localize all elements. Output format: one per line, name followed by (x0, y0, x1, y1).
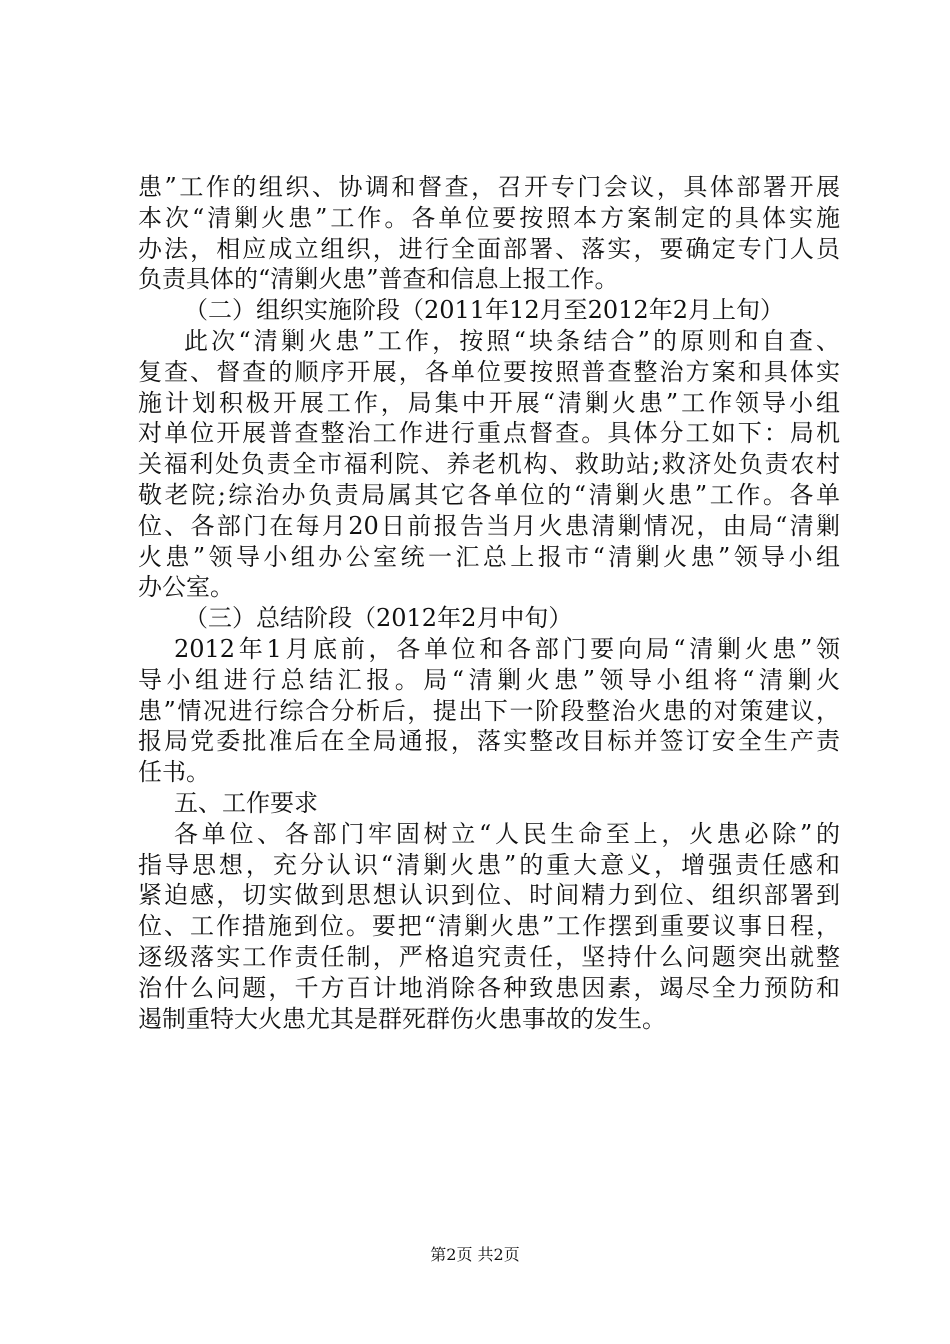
body-line-24: 紧迫感，切实做到思想认识到位、时间精力到位、组织部署到 (138, 881, 840, 910)
body-line-28: 遏制重特大火患尤其是群死群伤火患事故的发生。 (138, 1004, 666, 1033)
body-line-4: 负责具体的“清剿火患”普查和信息上报工作。 (138, 265, 619, 294)
body-line-8: 施计划积极开展工作，局集中开展“清剿火患”工作领导小组 (138, 388, 840, 417)
body-line-14: 办公室。 (138, 573, 234, 602)
section-heading-5: 五、工作要求 (174, 788, 318, 817)
body-line-10: 关福利处负责全市福利院、养老机构、救助站;救济处负责农村 (138, 450, 840, 479)
body-line-9: 对单位开展普查整治工作进行重点督查。具体分工如下：局机 (138, 419, 840, 448)
body-line-22: 各单位、各部门牢固树立“人民生命至上，火患必除”的 (174, 819, 840, 848)
body-line-2: 本次“清剿火患”工作。各单位要按照本方案制定的具体实施 (138, 203, 840, 232)
document-body (138, 172, 840, 1034)
body-line-18: 患”情况进行综合分析后，提出下一阶段整治火患的对策建议， (138, 696, 840, 725)
page-number-footer: 第2页 共2页 (430, 1245, 520, 1264)
body-line-27: 治什么问题，千方百计地消除各种致患因素，竭尽全力预防和 (138, 973, 840, 1002)
section-heading-2: （二）组织实施阶段（2011年12月至2012年2月上旬） (184, 296, 784, 325)
body-line-19: 报局党委批准后在全局通报，落实整改目标并签订安全生产责 (138, 727, 840, 756)
body-line-3: 办法，相应成立组织，进行全面部署、落实，要确定专门人员 (138, 234, 840, 263)
body-line-26: 逐级落实工作责任制，严格追究责任，坚持什么问题突出就整 (138, 942, 840, 971)
section-heading-3: （三）总结阶段（2012年2月中旬） (184, 604, 573, 633)
body-line-7: 复查、督查的顺序开展，各单位要按照普查整治方案和具体实 (138, 357, 840, 386)
body-line-23: 指导思想，充分认识“清剿火患”的重大意义，增强责任感和 (138, 850, 840, 879)
body-line-6: 此次“清剿火患”工作，按照“块条结合”的原则和自查、 (184, 326, 840, 355)
body-line-17: 导小组进行总结汇报。局“清剿火患”领导小组将“清剿火 (138, 665, 840, 694)
body-line-16: 2012年1月底前，各单位和各部门要向局“清剿火患”领 (174, 634, 840, 663)
body-line-11: 敬老院;综治办负责局属其它各单位的“清剿火患”工作。各单 (138, 480, 840, 509)
body-line-1: 患”工作的组织、协调和督查，召开专门会议，具体部署开展 (138, 173, 840, 201)
body-line-25: 位、工作措施到位。要把“清剿火患”工作摆到重要议事日程， (138, 912, 840, 941)
body-line-20: 任书。 (138, 758, 210, 787)
body-line-13: 火患”领导小组办公室统一汇总上报市“清剿火患”领导小组 (138, 542, 840, 571)
body-line-12: 位、各部门在每月20日前报告当月火患清剿情况，由局“清剿 (138, 511, 840, 540)
